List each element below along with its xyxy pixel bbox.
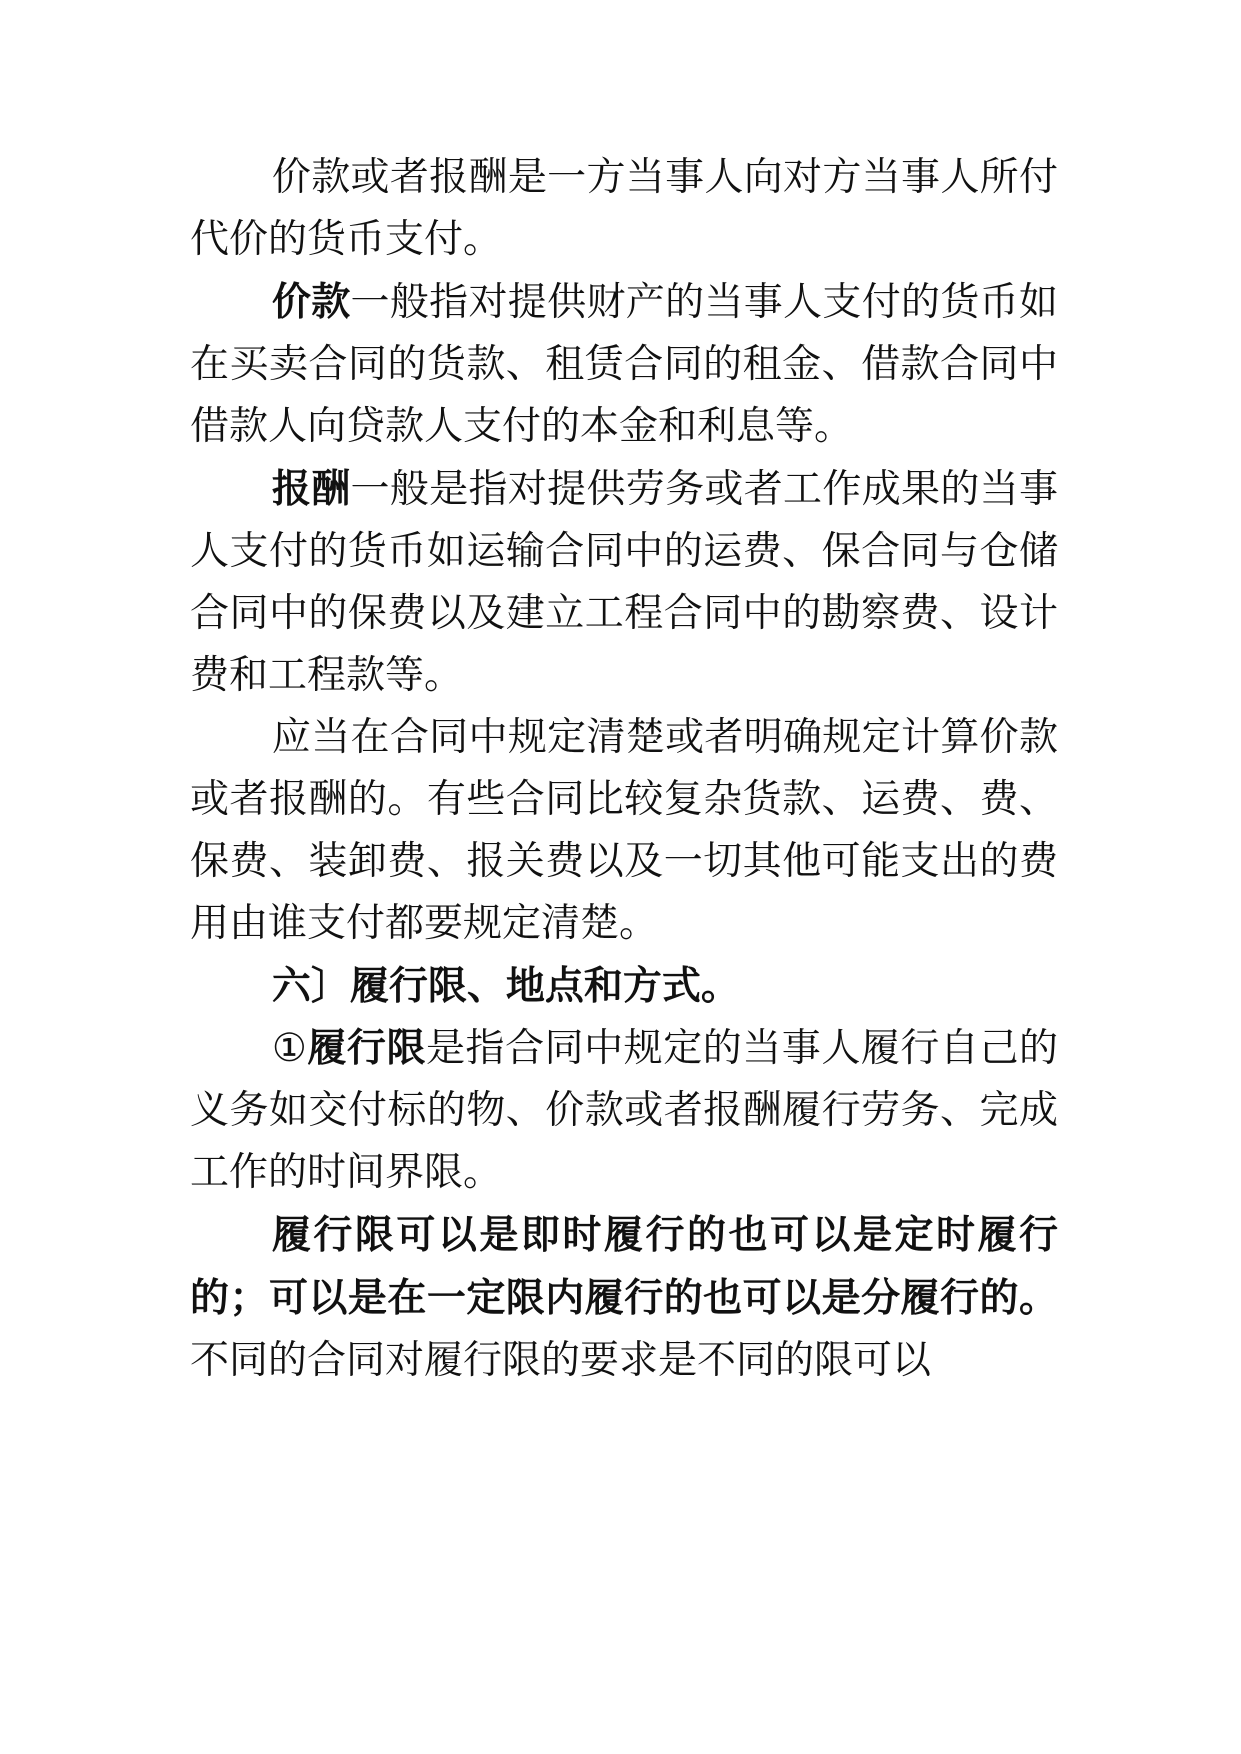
document-body <box>190 147 1058 1392</box>
paragraph-text: 是指合同中规定的当事人履行自己的义务如交付标的物、价款或者报酬履行劳务、完成工作的时间界限。 <box>190 1026 1058 1195</box>
paragraph-text: 一般是指对提供劳务或者工作成果的当事人支付的货币如运输合同中的运费、保合同与仓储合同中的保费以及建立工程合同中的勘察费、设计费和工程款等。 <box>190 467 1058 698</box>
section-heading: 六〕履行限、地点和方式。 <box>271 963 740 1009</box>
paragraph-price-definition <box>190 147 1058 271</box>
term-performance-period: 履行限 <box>307 1025 426 1071</box>
paragraph-specify-price <box>190 707 1058 955</box>
term-price: 价款 <box>271 279 351 325</box>
paragraph-text: 价款或者报酬是一方当事人向对方当事人所付代价的货币支付。 <box>190 155 1058 262</box>
paragraph-performance-period <box>190 1017 1058 1204</box>
paragraph-performance-types <box>190 1204 1058 1392</box>
term-remuneration: 报酬 <box>271 466 351 512</box>
paragraph-remuneration <box>190 458 1058 707</box>
paragraph-text: 不同的合同对履行限的要求是不同的限可以 <box>190 1338 932 1383</box>
paragraph-text: 一般指对提供财产的当事人支付的货币如在买卖合同的货款、租赁合同的租金、借款合同中借款人向贷款人支付的本金和利息等。 <box>190 280 1058 449</box>
bold-statement: 履行限可以是即时履行的也可以是定时履行的；可以是在一定限内履行的也可以是分履行的。 <box>190 1212 1058 1321</box>
paragraph-price <box>190 271 1058 458</box>
paragraph-text: 应当在合同中规定清楚或者明确规定计算价款或者报酬的。有些合同比较复杂货款、运费、费、保费、装卸费、报关费以及一切其他可能支出的费用由谁支付都要规定清楚。 <box>190 715 1058 946</box>
list-marker: ① <box>271 1026 308 1071</box>
